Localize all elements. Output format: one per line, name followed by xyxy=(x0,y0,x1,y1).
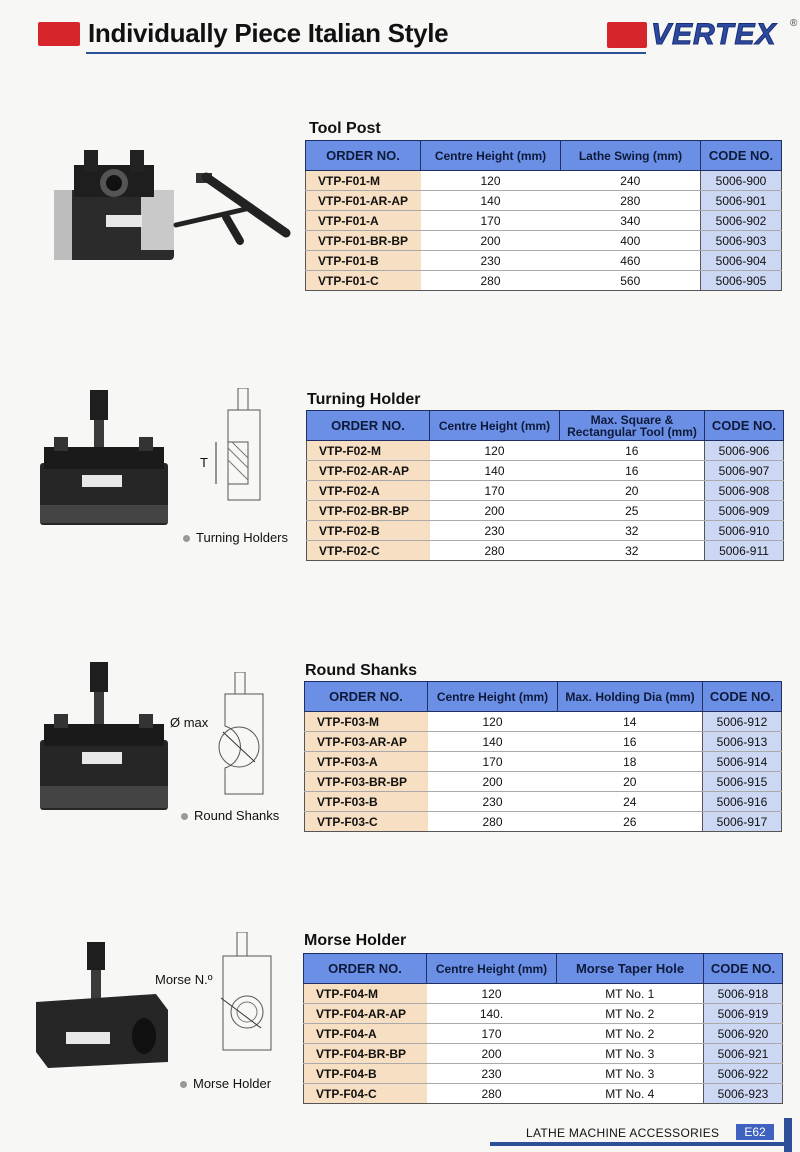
col-order-no: ORDER NO. xyxy=(307,411,430,441)
code-no-cell: 5006-921 xyxy=(704,1044,783,1064)
col-order-no: ORDER NO. xyxy=(306,141,421,171)
code-no-cell: 5006-923 xyxy=(704,1084,783,1104)
code-no-cell: 5006-900 xyxy=(701,171,782,191)
spec-cell: MT No. 3 xyxy=(557,1064,704,1084)
centre-height-cell: 140 xyxy=(430,461,560,481)
spec-cell: MT No. 4 xyxy=(557,1084,704,1104)
spec-cell: MT No. 2 xyxy=(557,1004,704,1024)
spec-cell: 18 xyxy=(558,752,703,772)
section-title: Round Shanks xyxy=(305,662,418,679)
table-row xyxy=(305,712,782,732)
table-row xyxy=(304,1044,783,1064)
brand-logo xyxy=(607,18,798,54)
diagram-label-morse: Morse N.º xyxy=(155,972,213,987)
code-no-cell: 5006-918 xyxy=(704,984,783,1004)
spec-cell: 240 xyxy=(561,171,701,191)
page-footer xyxy=(490,1118,800,1152)
eagle-logo-icon xyxy=(38,22,80,46)
spec-cell: 16 xyxy=(560,461,705,481)
table-row xyxy=(304,1024,783,1044)
centre-height-cell: 170 xyxy=(421,211,561,231)
tool-post-photo xyxy=(46,145,296,265)
table-row xyxy=(307,461,784,481)
morse-holder-diagram xyxy=(217,932,277,1052)
code-no-cell: 5006-917 xyxy=(703,812,782,832)
code-no-cell: 5006-911 xyxy=(705,541,784,561)
spec-cell: 32 xyxy=(560,521,705,541)
spec-cell: MT No. 2 xyxy=(557,1024,704,1044)
table-row xyxy=(306,211,782,231)
order-no-cell: VTP-F01-B xyxy=(306,251,421,271)
morse-holder-table xyxy=(303,953,783,1104)
spec-cell: 20 xyxy=(558,772,703,792)
col-centre-height: Centre Height (mm) xyxy=(427,954,557,984)
order-no-cell: VTP-F01-A xyxy=(306,211,421,231)
col-code-no: CODE NO. xyxy=(705,411,784,441)
code-no-cell: 5006-907 xyxy=(705,461,784,481)
table-row xyxy=(307,441,784,461)
code-no-cell: 5006-920 xyxy=(704,1024,783,1044)
order-no-cell: VTP-F04-M xyxy=(304,984,427,1004)
centre-height-cell: 120 xyxy=(428,712,558,732)
centre-height-cell: 280 xyxy=(430,541,560,561)
table-row xyxy=(306,251,782,271)
title-underline xyxy=(86,52,646,54)
table-row xyxy=(304,1064,783,1084)
page-number: E62 xyxy=(736,1124,774,1140)
code-no-cell: 5006-909 xyxy=(705,501,784,521)
centre-height-cell: 230 xyxy=(428,792,558,812)
order-no-cell: VTP-F04-A xyxy=(304,1024,427,1044)
spec-cell: 26 xyxy=(558,812,703,832)
bullet-icon xyxy=(183,535,190,542)
section-title: Morse Holder xyxy=(304,932,407,949)
section-title: Tool Post xyxy=(309,120,381,137)
col-centre-height: Centre Height (mm) xyxy=(421,141,561,171)
order-no-cell: VTP-F02-M xyxy=(307,441,430,461)
spec-cell: MT No. 3 xyxy=(557,1044,704,1064)
code-no-cell: 5006-904 xyxy=(701,251,782,271)
col-code-no: CODE NO. xyxy=(704,954,783,984)
centre-height-cell: 200 xyxy=(427,1044,557,1064)
code-no-cell: 5006-908 xyxy=(705,481,784,501)
round-shanks-diagram xyxy=(215,672,275,797)
col-order-no: ORDER NO. xyxy=(305,682,428,712)
centre-height-cell: 120 xyxy=(421,171,561,191)
diagram-label-t: T xyxy=(200,455,208,470)
brand-name: VERTEX xyxy=(651,18,777,51)
bullet-icon xyxy=(181,813,188,820)
table-row xyxy=(305,732,782,752)
code-no-cell: 5006-910 xyxy=(705,521,784,541)
table-row xyxy=(304,1004,783,1024)
col-code-no: CODE NO. xyxy=(703,682,782,712)
spec-cell: 14 xyxy=(558,712,703,732)
centre-height-cell: 280 xyxy=(427,1084,557,1104)
table-row xyxy=(305,772,782,792)
page-title: Individually Piece Italian Style xyxy=(88,18,449,48)
order-no-cell: VTP-F01-AR-AP xyxy=(306,191,421,211)
centre-height-cell: 120 xyxy=(427,984,557,1004)
centre-height-cell: 200 xyxy=(421,231,561,251)
col-centre-height: Centre Height (mm) xyxy=(430,411,560,441)
centre-height-cell: 280 xyxy=(421,271,561,291)
turning-holder-table xyxy=(306,410,784,561)
order-no-cell: VTP-F02-A xyxy=(307,481,430,501)
order-no-cell: VTP-F02-B xyxy=(307,521,430,541)
order-no-cell: VTP-F02-BR-BP xyxy=(307,501,430,521)
table-row xyxy=(305,812,782,832)
col-lathe-swing: Lathe Swing (mm) xyxy=(561,141,701,171)
footer-title: LATHE MACHINE ACCESSORIES xyxy=(526,1126,720,1140)
spec-cell: 20 xyxy=(560,481,705,501)
code-no-cell: 5006-919 xyxy=(704,1004,783,1024)
spec-cell: 340 xyxy=(561,211,701,231)
col-order-no: ORDER NO. xyxy=(304,954,427,984)
table-row xyxy=(307,541,784,561)
spec-cell: 32 xyxy=(560,541,705,561)
order-no-cell: VTP-F01-M xyxy=(306,171,421,191)
table-row xyxy=(307,501,784,521)
table-row xyxy=(304,1084,783,1104)
order-no-cell: VTP-F04-AR-AP xyxy=(304,1004,427,1024)
centre-height-cell: 140 xyxy=(421,191,561,211)
code-no-cell: 5006-902 xyxy=(701,211,782,231)
spec-cell: 400 xyxy=(561,231,701,251)
col-morse-taper-hole: Morse Taper Hole xyxy=(557,954,704,984)
table-row xyxy=(305,792,782,812)
order-no-cell: VTP-F03-C xyxy=(305,812,428,832)
centre-height-cell: 200 xyxy=(430,501,560,521)
photo-caption: Turning Holders xyxy=(183,530,288,545)
table-row xyxy=(306,271,782,291)
centre-height-cell: 200 xyxy=(428,772,558,792)
photo-caption: Round Shanks xyxy=(181,808,279,823)
table-row xyxy=(307,481,784,501)
morse-holder-photo xyxy=(32,940,172,1070)
footer-rule xyxy=(490,1142,790,1146)
tool-post-table xyxy=(305,140,782,291)
order-no-cell: VTP-F04-B xyxy=(304,1064,427,1084)
centre-height-cell: 230 xyxy=(430,521,560,541)
registered-mark: ® xyxy=(790,18,798,29)
order-no-cell: VTP-F03-A xyxy=(305,752,428,772)
table-row xyxy=(306,191,782,211)
spec-cell: 280 xyxy=(561,191,701,211)
order-no-cell: VTP-F03-M xyxy=(305,712,428,732)
photo-caption: Morse Holder xyxy=(180,1076,271,1091)
table-row xyxy=(306,231,782,251)
order-no-cell: VTP-F03-AR-AP xyxy=(305,732,428,752)
code-no-cell: 5006-901 xyxy=(701,191,782,211)
code-no-cell: 5006-916 xyxy=(703,792,782,812)
code-no-cell: 5006-905 xyxy=(701,271,782,291)
code-no-cell: 5006-913 xyxy=(703,732,782,752)
section-title: Turning Holder xyxy=(307,391,421,408)
order-no-cell: VTP-F01-C xyxy=(306,271,421,291)
code-no-cell: 5006-912 xyxy=(703,712,782,732)
order-no-cell: VTP-F02-AR-AP xyxy=(307,461,430,481)
code-no-cell: 5006-922 xyxy=(704,1064,783,1084)
code-no-cell: 5006-915 xyxy=(703,772,782,792)
spec-cell: 460 xyxy=(561,251,701,271)
centre-height-cell: 140 xyxy=(428,732,558,752)
spec-cell: 16 xyxy=(558,732,703,752)
code-no-cell: 5006-903 xyxy=(701,231,782,251)
order-no-cell: VTP-F01-BR-BP xyxy=(306,231,421,251)
col-centre-height: Centre Height (mm) xyxy=(428,682,558,712)
table-row xyxy=(304,984,783,1004)
centre-height-cell: 230 xyxy=(421,251,561,271)
centre-height-cell: 140. xyxy=(427,1004,557,1024)
centre-height-cell: 280 xyxy=(428,812,558,832)
diagram-label-dia-max: Ø max xyxy=(170,715,209,730)
order-no-cell: VTP-F02-C xyxy=(307,541,430,561)
spec-cell: MT No. 1 xyxy=(557,984,704,1004)
col-code-no: CODE NO. xyxy=(701,141,782,171)
order-no-cell: VTP-F03-B xyxy=(305,792,428,812)
spec-cell: 560 xyxy=(561,271,701,291)
order-no-cell: VTP-F04-C xyxy=(304,1084,427,1104)
code-no-cell: 5006-906 xyxy=(705,441,784,461)
round-shanks-table xyxy=(304,681,782,832)
code-no-cell: 5006-914 xyxy=(703,752,782,772)
centre-height-cell: 230 xyxy=(427,1064,557,1084)
centre-height-cell: 170 xyxy=(427,1024,557,1044)
table-row xyxy=(306,171,782,191)
centre-height-cell: 170 xyxy=(428,752,558,772)
order-no-cell: VTP-F04-BR-BP xyxy=(304,1044,427,1064)
turning-holder-diagram xyxy=(210,388,270,503)
footer-tab xyxy=(784,1118,792,1152)
centre-height-cell: 170 xyxy=(430,481,560,501)
spec-cell: 25 xyxy=(560,501,705,521)
bullet-icon xyxy=(180,1081,187,1088)
col-max-square-tool: Max. Square & Rectangular Tool (mm) xyxy=(560,411,705,441)
table-row xyxy=(305,752,782,772)
turning-holder-photo xyxy=(34,385,174,535)
col-max-holding-dia: Max. Holding Dia (mm) xyxy=(558,682,703,712)
table-row xyxy=(307,521,784,541)
brand-eagle-icon xyxy=(607,22,647,48)
spec-cell: 24 xyxy=(558,792,703,812)
centre-height-cell: 120 xyxy=(430,441,560,461)
round-shanks-photo xyxy=(34,660,174,820)
order-no-cell: VTP-F03-BR-BP xyxy=(305,772,428,792)
spec-cell: 16 xyxy=(560,441,705,461)
